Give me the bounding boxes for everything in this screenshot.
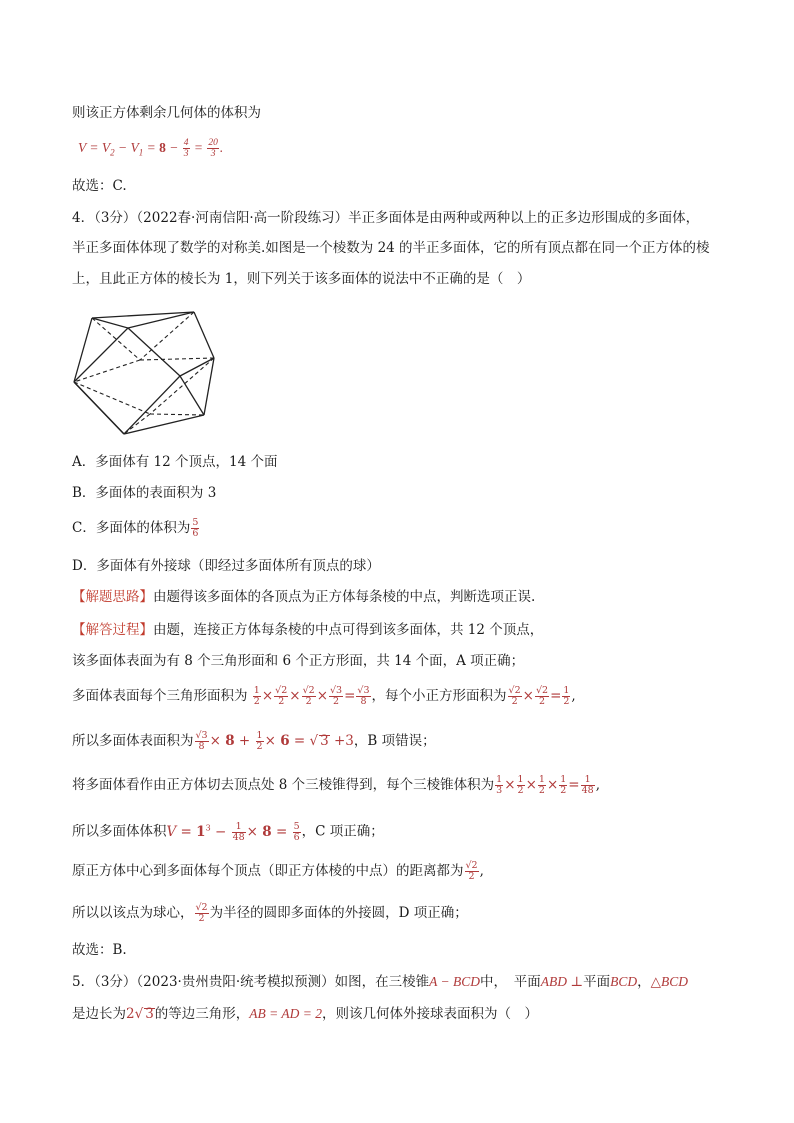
- q4-option-a: A．多面体有 12 个顶点，14 个面: [72, 454, 278, 470]
- q4-idea-tag: 【解题思路】: [72, 589, 153, 605]
- q4-heading-2: 半正多面体体现了数学的对称美.如图是一个棱数为 24 的半正多面体，它的所有顶点都在同一个正方体的棱: [72, 240, 710, 256]
- q4-option-c-text: C．多面体的体积为: [72, 520, 191, 536]
- q4-option-b: B．多面体的表面积为 3: [72, 485, 217, 501]
- q4-proc-8: 所以以该点为球心， $\frac{√2}{2}$ 为半径的圆即多面体的外接圆，D 项正确；: [72, 902, 468, 924]
- cuboctahedron-figure: [72, 310, 222, 440]
- q4-proc-4: 所以多面体表面积为 $\frac{√3}{8}$ × 8 + $\frac{1}{2}$ × 6 = √ 3 +3，B 项错误；: [72, 730, 436, 752]
- q4-option-d: D．多面体有外接球（即经过多面体所有顶点的球）: [72, 558, 380, 574]
- q4-proc-5: 将多面体看作由正方体切去顶点处 8 个三棱锥得到，每个三棱锥体积为 $\frac{1}{3}$ × $\frac{1}{2}$ × $\frac{1}{2}$ × $\frac{1}{2}$ = $\frac{1}{48}$ ,: [72, 774, 600, 796]
- q4-proc-1-text: 由题，连接正方体每条棱的中点可得到该多面体，共 12 个顶点，: [153, 622, 544, 638]
- q4-proc-1: [72, 620, 543, 640]
- q4-proc-tag: 【解答过程】: [72, 622, 153, 638]
- q4-answer: 故选：B.: [72, 942, 127, 958]
- q4-idea: [72, 587, 535, 607]
- q4-option-c-fraction: $\frac{5}{6}$: [192, 517, 199, 539]
- q5-heading-1: 5．（3分）（2023·贵州贵阳·统考模拟预测）如图，在三棱锥A − BCD中， 平面ABD ⊥平面BCD，△BCD: [72, 974, 688, 990]
- prev-answer: 故选：C.: [72, 178, 127, 194]
- prev-intro: 则该正方体剩余几何体的体积为: [72, 105, 261, 121]
- q4-proc-2: 该多面体表面为有 8 个三角形面和 6 个正方形面，共 14 个面，A 项正确；: [72, 653, 525, 669]
- q4-proc-6: 所以多面体体积$V = 1^3$ − $\frac{1}{48}$ × 8 = $\frac{5}{6}$ ，C 项正确；: [72, 820, 384, 843]
- q4-idea-text: 由题得该多面体的各顶点为正方体每条棱的中点，判断选项正误.: [153, 589, 536, 605]
- q4-proc-7: 原正方体中心到多面体每个顶点（即正方体棱的中点）的距离都为 $\frac{√2}{2}$ ,: [72, 860, 484, 882]
- q4-heading-1: 4．（3分）（2022春·河南信阳·高一阶段练习）半正多面体是由两种或两种以上的正多边形围成的多面体，: [72, 210, 700, 226]
- q4-proc-3: 多面体表面每个三角形面积为 $\frac{1}{2}$ × $\frac{√2}{2}$ × $\frac{√2}{2}$ × $\frac{√3}{2}$ = $\frac{√3}{8}$ ，每个小正方形面积为 $\frac{√2}{2}$ × $\frac{√2}{2}$ = $\frac{1}{2}$ ,: [72, 685, 576, 707]
- prev-formula: $V = V_2 - V_1 = 8$ − $\frac{4}{3}$ = $\frac{20}{3}$ .: [78, 138, 224, 160]
- q4-heading-3: 上，且此正方体的棱长为 1，则下列关于该多面体的说法中不正确的是（ ）: [72, 271, 531, 287]
- q4-option-c: [72, 518, 200, 539]
- q5-heading-2: 是边长为2√ 3的等边三角形，AB = AD = 2，则该几何体外接球表面积为（ ）: [72, 1006, 539, 1022]
